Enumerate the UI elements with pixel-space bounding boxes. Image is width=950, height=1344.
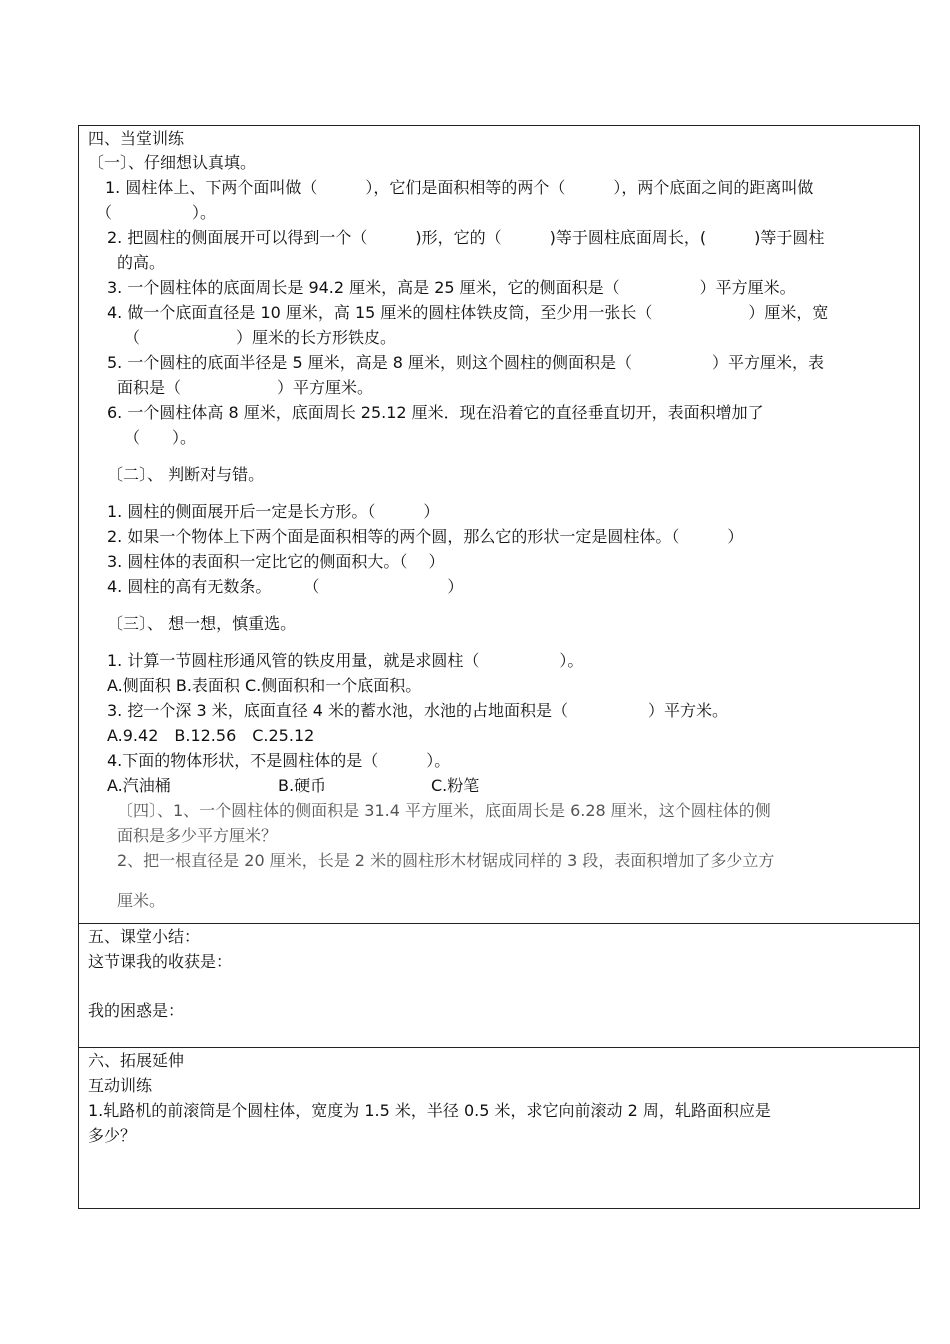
section-subtitle: 互动训练	[88, 1076, 153, 1095]
section-classroom-practice	[79, 126, 919, 924]
question-line: 2. 如果一个物体上下两个面是面积相等的两个圆，那么它的形状一定是圆柱体。（ ）	[107, 527, 744, 546]
question-line: 面积是（ ）平方厘米。	[117, 378, 374, 397]
summary-gain-label: 这节课我的收获是：	[88, 952, 233, 971]
section-title: 四、当堂训练	[88, 129, 185, 148]
part-heading: 〔三〕、 想一想，慎重选。	[107, 614, 297, 633]
question-line: 4. 圆柱的高有无数条。 （ ）	[107, 577, 464, 596]
question-line: 2、把一根直径是 20 厘米，长是 2 米的圆柱形木材锯成同样的 3 段，表面积增加了多少立方	[117, 851, 775, 870]
question-line: 3. 挖一个深 3 米，底面直径 4 米的蓄水池，水池的占地面积是（ ）平方米。	[107, 701, 729, 720]
option-c: C.粉笔	[431, 776, 480, 795]
part-heading: 〔一〕、仔细想认真填。	[88, 153, 257, 172]
section-class-summary	[79, 924, 919, 1048]
section-extension	[79, 1048, 919, 1208]
question-line: 4. 做一个底面直径是 10 厘米，高 15 厘米的圆柱体铁皮筒，至少用一张长（ ）厘米，宽	[107, 303, 829, 322]
question-line: 1. 圆柱的侧面展开后一定是长方形。（ ）	[107, 502, 440, 521]
question-line: 4.下面的物体形状，不是圆柱体的是（ ）。	[107, 751, 451, 770]
question-line: 厘米。	[117, 891, 166, 910]
worksheet-table	[78, 125, 920, 1209]
question-line: 〔四〕、1、一个圆柱体的侧面积是 31.4 平方厘米，底面周长是 6.28 厘米，这个圆柱体的侧	[117, 801, 771, 820]
option-a: A.汽油桶	[107, 776, 171, 795]
option-b: B.硬币	[278, 776, 327, 795]
question-line: 3. 一个圆柱体的底面周长是 94.2 厘米，高是 25 厘米，它的侧面积是（ ）平方厘米。	[107, 278, 796, 297]
question-line: 3. 圆柱体的表面积一定比它的侧面积大。（ ）	[107, 552, 445, 571]
question-line: 5. 一个圆柱的底面半径是 5 厘米，高是 8 厘米，则这个圆柱的侧面积是（ ）平方厘米，表	[107, 353, 825, 372]
options-line: A.侧面积 B.表面积 C.侧面积和一个底面积。	[107, 676, 422, 695]
part-heading: 〔二〕、 判断对与错。	[107, 465, 265, 484]
question-line: 1. 计算一节圆柱形通风管的铁皮用量，就是求圆柱（ ）。	[107, 651, 584, 670]
question-line: 面积是多少平方厘米？	[117, 826, 278, 845]
question-line: 2. 把圆柱的侧面展开可以得到一个（ )形，它的（ )等于圆柱底面周长，( )等于圆柱	[107, 228, 825, 247]
question-line: 多少？	[88, 1126, 137, 1145]
question-line: 1. 圆柱体上、下两个面叫做（ ），它们是面积相等的两个（ ），两个底面之间的距离叫做	[105, 178, 814, 197]
question-line: 6. 一个圆柱体高 8 厘米，底面周长 25.12 厘米．现在沿着它的直径垂直切开，表面积增加了	[107, 403, 764, 422]
question-line: （ ）。	[124, 428, 197, 447]
summary-confusion-label: 我的困惑是：	[88, 1001, 185, 1020]
question-line: 1.轧路机的前滚筒是个圆柱体，宽度为 1.5 米，半径 0.5 米，求它向前滚动 2 周，轧路面积应是	[88, 1101, 771, 1120]
section-title: 六、拓展延伸	[88, 1051, 185, 1070]
question-line: （ ）厘米的长方形铁皮。	[124, 328, 397, 347]
section-title: 五、课堂小结：	[88, 927, 201, 946]
question-line: 的高。	[117, 253, 166, 272]
question-line: （ ）。	[96, 203, 217, 222]
options-line: A.9.42 B.12.56 C.25.12	[107, 726, 315, 745]
